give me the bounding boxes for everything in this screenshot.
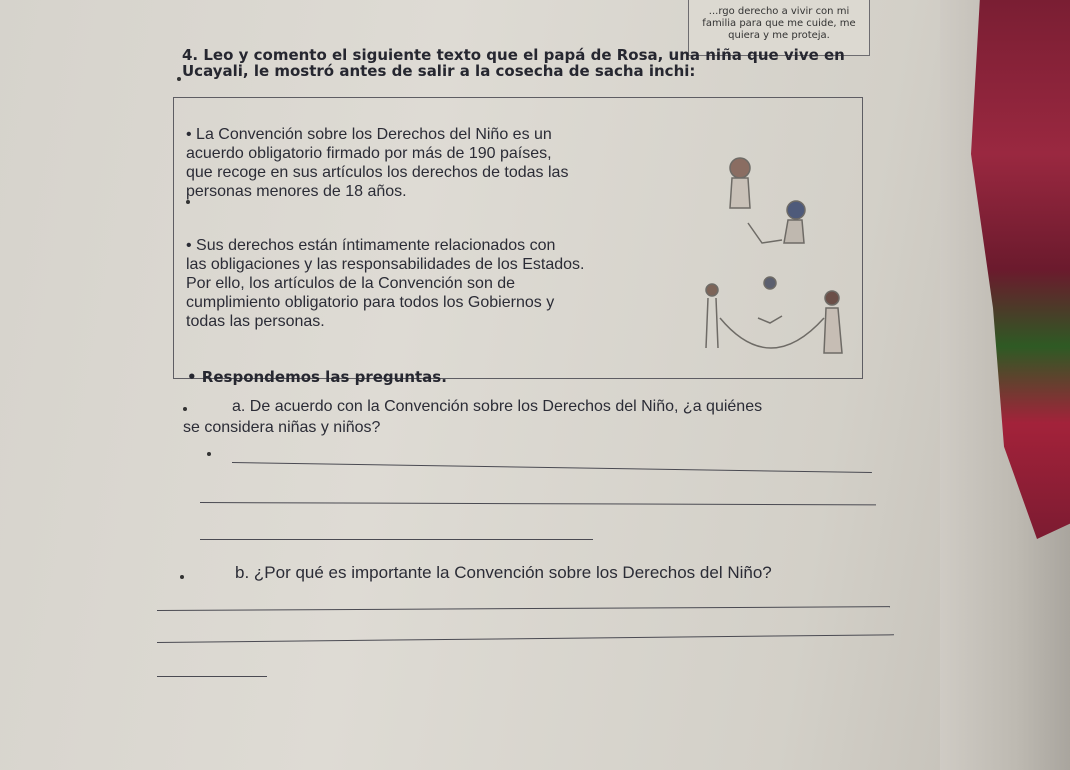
respond-heading: • Respondemos las preguntas. [187, 368, 447, 386]
paragraph-line: cumplimiento obligatorio para todos los Gobiernos y [186, 294, 555, 311]
bullet-dot [186, 200, 190, 204]
paragraph-line: Por ello, los artículos de la Convención son de [186, 275, 516, 292]
paragraph-line: acuerdo obligatorio firmado por más de 190 países, [186, 145, 552, 162]
note-line: ...rgo derecho a vivir con mi [708, 6, 850, 17]
convention-paragraph-2 [186, 236, 584, 331]
paragraph-line: • La Convención sobre los Derechos del Niño es un [186, 126, 552, 143]
activity-heading-line-1: 4. Leo y comento el siguiente texto que el papá de Rosa, una niña que vive en [182, 46, 845, 64]
paragraph-line: las obligaciones y las responsabilidades de los Estados. [186, 256, 585, 273]
convention-paragraph-1 [186, 125, 568, 201]
bullet-dot [183, 407, 187, 411]
paragraph-line: • Sus derechos están íntimamente relacionados con [186, 237, 556, 254]
activity-heading-line-2: Ucayali, le mostró antes de salir a la cosecha de sacha inchi: [182, 62, 696, 80]
paragraph-line: que recoge en sus artículos los derechos de todas las [186, 164, 569, 181]
answer-a-line-3[interactable] [200, 539, 593, 540]
question-a-line-1: a. De acuerdo con la Convención sobre los Derechos del Niño, ¿a quiénes [232, 398, 763, 415]
question-b: b. ¿Por qué es importante la Convención sobre los Derechos del Niño? [235, 563, 772, 582]
bullet-dot [180, 575, 184, 579]
answer-b-line-3[interactable] [157, 676, 267, 677]
note-line: familia para que me cuide, me [702, 18, 856, 29]
question-a-line-2: se considera niñas y niños? [183, 419, 381, 436]
children-playing-illustration [700, 148, 860, 363]
bullet-dot [207, 452, 211, 456]
bullet-dot [177, 77, 181, 81]
paragraph-line: personas menores de 18 años. [186, 183, 407, 200]
note-line: quiera y me proteja. [728, 30, 830, 41]
paragraph-line: todas las personas. [186, 313, 325, 330]
